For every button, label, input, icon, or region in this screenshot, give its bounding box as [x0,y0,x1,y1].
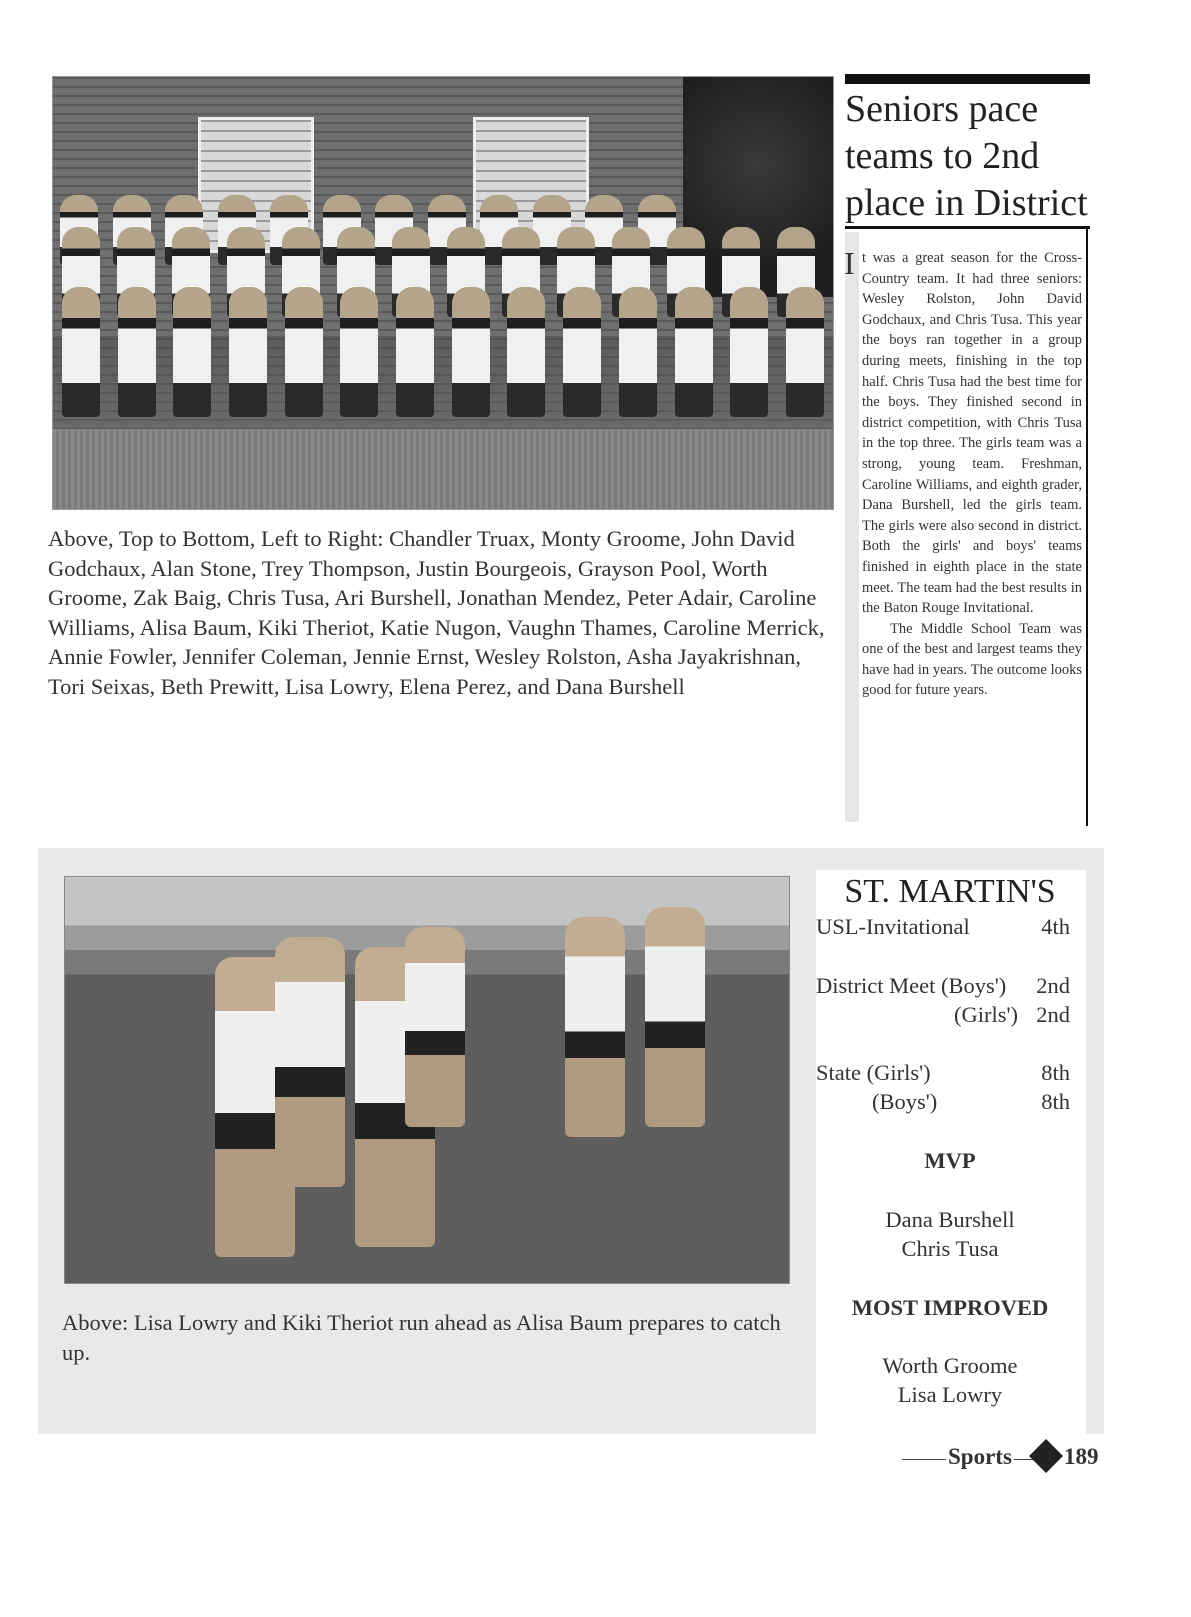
result-event: District Meet (Boys') [816,973,1007,998]
drop-cap: I [844,245,855,281]
article-paragraph-1 [844,245,1082,619]
mvp-name: Dana Burshell [885,1207,1015,1232]
team-photo-caption: Above, Top to Bottom, Left to Right: Chandler Truax, Monty Groome, John David Godchaux, Alan Stone, Trey Thompson, Justin Bourgeois, Grayson Pool, Worth Groome, Zak Baig, Chris Tusa, Ari Burshell, Jonathan Mendez, Peter Adair, Caroline Williams, Alisa Baum, Kiki Theriot, Katie Nugon, Vaughn Thames, Caroline Merrick, Annie Fowler, Jennifer Coleman, Jennie Ernst, Wesley Rolston, Asha Jayakrishnan, Tori Seixas, Beth Prewitt, Lisa Lowry, Elena Perez, and Dana Burshell [48,526,825,699]
most-improved-heading: MOST IMPROVED [851,1295,1049,1320]
article-paragraph-1-text: t was a great season for the Cross-Country team. It had three seniors: Wesley Rolston, John David Godchaux, and Chris Tusa. This year the boys ran together in a group during meets, finishing in the top half. Chris Tusa had the best time for the boys. They finished second in district competition, with Chris Tusa in the top three. The girls team was a strong, young team. Freshman, Caroline Williams, and eighth grader, Dana Burshell, led the girls team. The girls were also second in district. Both the girls' and boys' teams finished in eighth place in the state meet. The team had the best results in the Baton Rouge Invitational. [862,250,1082,617]
footer-section-name: Sports [948,1444,1012,1469]
page-number: 189 [1064,1444,1099,1469]
article-body [844,245,1082,701]
result-event: (Boys') [872,1089,938,1114]
most-improved-name: Worth Groome [882,1353,1018,1378]
article-headline: Seniors pace teams to 2nd place in District [845,88,1088,224]
result-place: 2nd [1036,973,1070,998]
result-place: 8th [1041,1060,1070,1085]
result-event: (Girls') [954,1002,1019,1027]
result-event: USL-Invitational [816,914,970,939]
race-photo [64,876,790,1284]
article-side-rule [1086,226,1088,826]
result-place: 2nd [1036,1002,1070,1027]
mvp-heading: MVP [924,1148,976,1173]
most-improved-name: Lisa Lowry [897,1382,1003,1407]
result-place: 4th [1041,914,1070,939]
mvp-name: Chris Tusa [901,1236,999,1261]
results-title: ST. MARTIN'S [844,873,1056,910]
result-event: State (Girls') [816,1060,931,1085]
race-photo-caption: Above: Lisa Lowry and Kiki Theriot run ahead as Alisa Baum prepares to catch up. [62,1310,781,1365]
team-photo [52,76,834,510]
diamond-icon [1029,1439,1063,1473]
result-place: 8th [1041,1089,1070,1114]
article-paragraph-2: The Middle School Team was one of the best and largest teams they have had in years. The outcome looks good for future years. [862,620,1082,699]
headline-rule [845,226,1090,229]
article-shade-bar [845,232,859,822]
article-top-rule [845,74,1090,84]
